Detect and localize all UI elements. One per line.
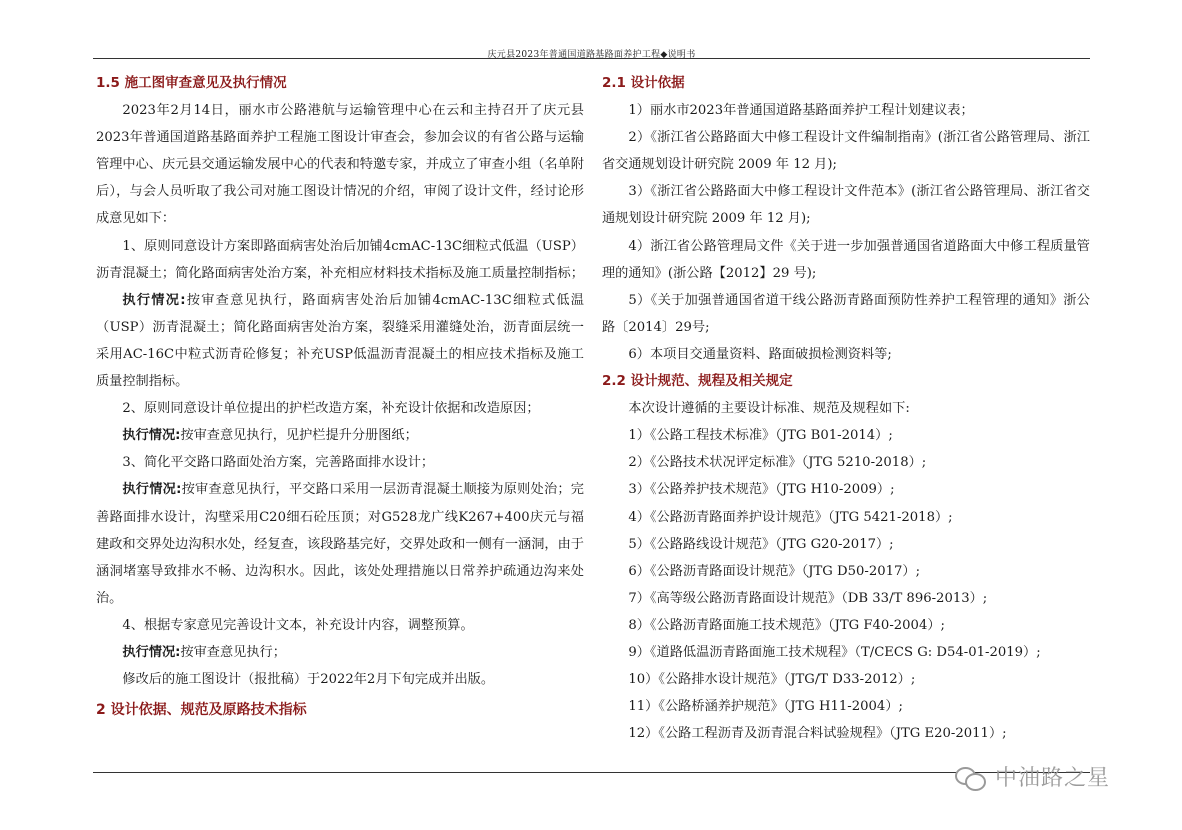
watermark-text: 中油路之星	[995, 766, 1111, 791]
execution-text: 按审查意见执行，平交路口采用一层沥青混凝土顺接为原则处治；完善路面排水设计，沟壁采用C20细石砼压顶；对G528龙广线K267+400庆元与福建政和交界处边沟积水处，经复查，该段路基完好，交界处政和一侧有一涵洞，由于涵洞堵塞导致排水不畅、边沟积水。因此，该处处理措施以日常养护疏通边沟来处治。	[96, 482, 584, 606]
basis-item: 1）丽水市2023年普通国道路基路面养护工程计划建议表；	[628, 103, 974, 119]
basis-item: 2）《浙江省公路路面大中修工程设计文件编制指南》(浙江省公路管理局、浙江省交通规划设计研究院 2009 年 12 月);	[602, 130, 1090, 173]
basis-item: 6）本项目交通量资料、路面破损检测资料等;	[628, 346, 892, 362]
standard-item: 8）《公路沥青路面施工技术规范》（JTG F40-2004）;	[628, 617, 945, 633]
standard-item: 3）《公路养护技术规范》（JTG H10-2009）;	[628, 482, 895, 498]
execution-3	[96, 476, 584, 611]
execution-label: 执行情况:	[122, 428, 181, 444]
left-column	[96, 70, 584, 724]
standard-item: 4）《公路沥青路面养护设计规范》（JTG 5421-2018）;	[628, 509, 953, 525]
opinion-item-4: 4、根据专家意见完善设计文本，补充设计内容，调整预算。	[122, 617, 474, 633]
section-heading-2-1: 2.1 设计依据	[602, 75, 685, 91]
section-heading-2: 2 设计依据、规范及原路技术指标	[96, 702, 307, 719]
standard-item: 2）《公路技术状况评定标准》（JTG 5210-2018）;	[628, 455, 927, 471]
standard-item: 1）《公路工程技术标准》（JTG B01-2014）;	[628, 428, 893, 444]
design-basis-list	[602, 97, 1090, 368]
paragraph-meeting: 2023年2月14日，丽水市公路港航与运输管理中心在云和主持召开了庆元县2023年普通国道路基路面养护工程施工图设计审查会，参加会议的有省公路与运输管理中心、庆元县交通运输发展中心的代表和特邀专家，并成立了审查小组（名单附后），与会人员听取了我公司对施工图设计情况的介绍，审阅了设计文件，经讨论形成意见如下：	[96, 103, 584, 227]
standard-item: 11）《公路桥涵养护规范》（JTG H11-2004）;	[628, 699, 903, 715]
watermark	[955, 761, 1110, 792]
opinion-item-1: 1、原则同意设计方案即路面病害处治后加铺4cmAC-13C细粒式低温（USP）沥青混凝土；简化路面病害处治方案，补充相应材料技术指标及施工质量控制指标；	[96, 238, 584, 281]
standard-item: 12）《公路工程沥青及沥青混合料试验规程》（JTG E20-2011）;	[628, 726, 1007, 742]
execution-text: 按审查意见执行，见护栏提升分册图纸；	[180, 428, 418, 444]
opinion-item-3: 3、简化平交路口路面处治方案，完善路面排水设计；	[122, 455, 435, 471]
right-column	[602, 70, 1090, 747]
standard-item: 10）《公路排水设计规范》（JTG/T D33-2012）;	[628, 672, 916, 688]
standard-item: 6）《公路沥青路面设计规范》（JTG D50-2017）;	[628, 563, 921, 579]
footer-rule	[93, 772, 1090, 773]
header-rule	[93, 58, 1090, 59]
execution-text: 按审查意见执行；	[180, 644, 286, 660]
standards-intro: 本次设计遵循的主要设计标准、规范及规程如下:	[628, 401, 910, 417]
standards-list	[602, 422, 1090, 747]
page-header: 庆元县2023年普通国道路基路面养护工程◆说明书	[487, 50, 696, 60]
opinion-item-2: 2、原则同意设计单位提出的护栏改造方案，补充设计依据和改造原因；	[122, 401, 540, 417]
section-heading-2-2: 2.2 设计规范、规程及相关规定	[602, 373, 793, 390]
execution-label: 执行情况:	[122, 292, 186, 308]
section-heading-1-5: 1.5 施工图审查意见及执行情况	[96, 75, 287, 91]
execution-label: 执行情况:	[122, 644, 181, 660]
basis-item: 3）《浙江省公路路面大中修工程设计文件范本》(浙江省公路管理局、浙江省交通规划设计研究院 2009 年 12 月);	[602, 184, 1090, 227]
execution-1	[96, 287, 584, 395]
final-note: 修改后的施工图设计（报批稿）于2022年2月下旬完成并出版。	[122, 672, 495, 688]
basis-item: 4）浙江省公路管理局文件《关于进一步加强普通国省道路面大中修工程质量管理的通知》(浙公路【2012】29 号);	[602, 238, 1090, 281]
wechat-icon	[955, 765, 985, 789]
standard-item: 5）《公路路线设计规范》（JTG G20-2017）;	[628, 536, 894, 552]
execution-2	[96, 422, 584, 449]
standard-item: 7）《高等级公路沥青路面设计规范》（DB 33/T 896-2013）;	[628, 590, 988, 606]
execution-4	[96, 639, 584, 666]
basis-item: 5）《关于加强普通国省道干线公路沥青路面预防性养护工程管理的通知》浙公路〔2014〕29号;	[602, 292, 1090, 335]
execution-text: 按审查意见执行，路面病害处治后加铺4cmAC-13C细粒式低温（USP）沥青混凝土；简化路面病害处治方案，裂缝采用灌缝处治，沥青面层统一采用AC-16C中粒式沥青砼修复；补充USP低温沥青混凝土的相应技术指标及施工质量控制指标。	[96, 292, 584, 390]
standard-item: 9）《道路低温沥青路面施工技术规程》（T/CECS G: D54-01-2019）;	[628, 644, 1041, 660]
execution-label: 执行情况:	[122, 482, 182, 498]
